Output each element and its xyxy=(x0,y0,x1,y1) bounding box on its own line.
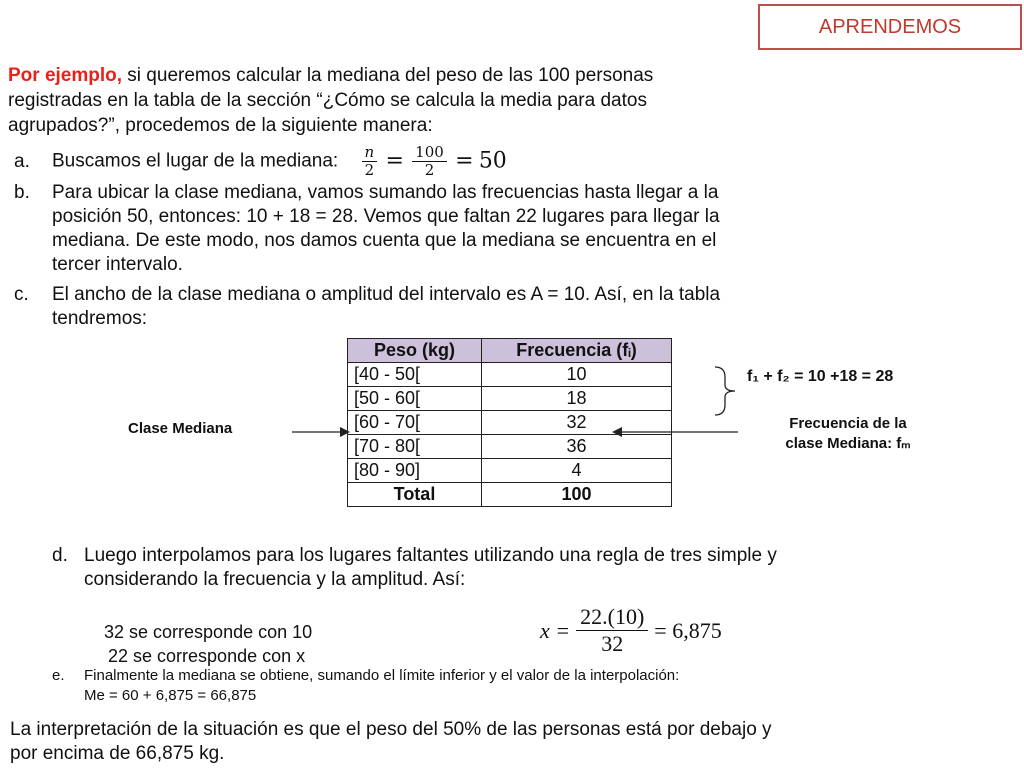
total-value: 100 xyxy=(482,483,672,507)
intro-lead: Por ejemplo, xyxy=(8,65,123,86)
brace-icon xyxy=(695,365,745,417)
rule-of-three xyxy=(104,620,312,668)
frac1-denominator: 2 xyxy=(364,161,375,179)
interval-cell: [50 - 60[ xyxy=(348,387,482,411)
conclusion-line-1: La interpretación de la situación es que el peso del 50% de las personas está por debajo y xyxy=(10,719,772,740)
rule-line-1: 32 se corresponde con 10 xyxy=(104,622,313,642)
arrow-left-icon xyxy=(610,424,740,440)
conclusion-line-2: por encima de 66,875 kg. xyxy=(10,743,225,764)
step-b-line-4: tercer intervalo. xyxy=(52,254,183,275)
step-e-line-1: Finalmente la mediana se obtiene, sumando el límite inferior y el valor de la interpolación: xyxy=(84,667,680,684)
interval-cell: [80 - 90] xyxy=(348,459,482,483)
frequency-cell: 36 xyxy=(482,435,672,459)
step-a-text: Buscamos el lugar de la mediana: xyxy=(52,150,339,172)
step-b-line-2: posición 50, entonces: 10 + 18 = 28. Vemos que faltan 22 lugares para llegar la xyxy=(52,206,720,227)
formula-denominator: 32 xyxy=(601,631,624,656)
frequency-cell: 4 xyxy=(482,459,672,483)
aprendemos-badge: APRENDEMOS xyxy=(758,4,1022,50)
equals-sign-1: = xyxy=(385,148,404,174)
interval-cell: [40 - 50[ xyxy=(348,363,482,387)
step-b-line-1: Para ubicar la clase mediana, vamos sumando las frecuencias hasta llegar a la xyxy=(52,182,719,203)
interpolation-formula xyxy=(540,604,722,657)
frecuencia-mediana-annotation xyxy=(748,414,948,454)
table-row xyxy=(348,459,672,483)
frequency-cell: 18 xyxy=(482,387,672,411)
frac1-numerator: n xyxy=(362,145,378,162)
header-peso: Peso (kg) xyxy=(348,339,482,363)
rule-line-2: 22 se corresponde con x xyxy=(108,646,306,666)
step-c-marker: c. xyxy=(14,284,29,305)
intro-line-2: registradas en la tabla de la sección “¿Cómo se calcula la media para datos xyxy=(8,90,647,111)
sum-annotation: f₁ + f₂ = 10 +18 = 28 xyxy=(747,368,894,385)
fraction-n-over-2 xyxy=(362,145,378,178)
formula-lhs: x = xyxy=(540,617,571,643)
step-c-line-2: tendremos: xyxy=(52,308,148,329)
interval-cell: [60 - 70[ xyxy=(348,411,482,435)
intro-line-3: agrupados?”, procedemos de la siguiente manera: xyxy=(8,115,433,136)
frequency-table xyxy=(347,338,672,507)
intro-line-1: si queremos calcular la mediana del peso de las 100 personas xyxy=(122,65,654,86)
clase-mediana-label: Clase Mediana xyxy=(128,420,233,437)
step-d-line-1: Luego interpolamos para los lugares faltantes utilizando una regla de tres simple y xyxy=(84,545,777,566)
step-a xyxy=(14,145,507,178)
fraction-100-over-2 xyxy=(412,145,447,178)
step-e-marker: e. xyxy=(52,667,65,684)
freq-annotation-line-1: Frecuencia de la xyxy=(789,415,907,432)
frequency-cell: 32 xyxy=(482,411,672,435)
total-label: Total xyxy=(348,483,482,507)
frac2-numerator: 100 xyxy=(412,145,447,162)
step-e-line-2: Me = 60 + 6,875 = 66,875 xyxy=(84,687,257,704)
interval-cell: [70 - 80[ xyxy=(348,435,482,459)
equals-sign-2: = xyxy=(455,148,474,174)
table-row xyxy=(348,387,672,411)
step-a-marker: a. xyxy=(14,150,30,172)
step-d-line-2: considerando la frecuencia y la amplitud. Así: xyxy=(84,569,466,590)
step-c xyxy=(14,283,720,331)
formula-fraction xyxy=(576,604,648,657)
step-b-line-3: mediana. De este modo, nos damos cuenta que la mediana se encuentra en el xyxy=(52,230,717,251)
step-b-marker: b. xyxy=(14,182,30,203)
frac2-denominator: 2 xyxy=(424,161,435,179)
table-total-row xyxy=(348,483,672,507)
conclusion-paragraph xyxy=(10,718,772,766)
step-d xyxy=(52,544,777,592)
freq-annotation-line-2: clase Mediana: fₘ xyxy=(785,435,911,452)
arrow-right-icon xyxy=(290,424,352,440)
table-row xyxy=(348,363,672,387)
header-frecuencia: Frecuencia (fᵢ) xyxy=(482,339,672,363)
frequency-cell: 10 xyxy=(482,363,672,387)
step-a-result: 50 xyxy=(478,148,507,174)
step-b xyxy=(14,181,720,277)
formula-rhs: = 6,875 xyxy=(654,617,722,643)
step-e xyxy=(52,666,679,706)
step-d-marker: d. xyxy=(52,545,68,566)
formula-numerator: 22.(10) xyxy=(576,604,648,631)
intro-paragraph xyxy=(8,63,653,138)
step-c-line-1: El ancho de la clase mediana o amplitud del intervalo es A = 10. Así, en la tabla xyxy=(52,284,721,305)
table-header-row xyxy=(348,339,672,363)
